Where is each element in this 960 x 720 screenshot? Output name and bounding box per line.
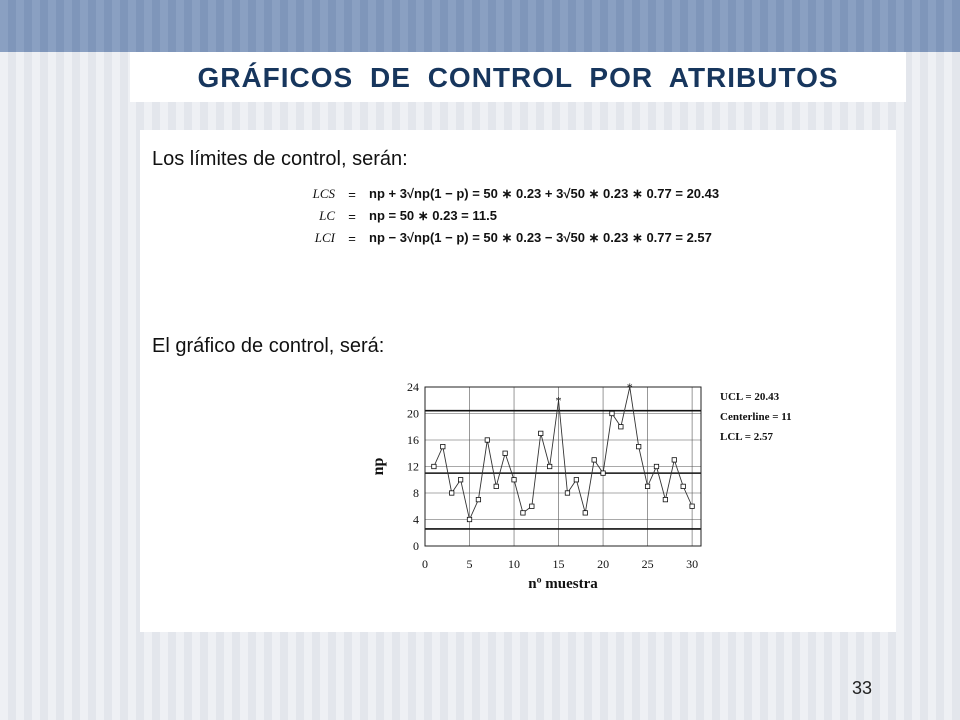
equation-op: = xyxy=(348,186,356,202)
data-point xyxy=(547,464,551,468)
data-point xyxy=(574,478,578,482)
data-point xyxy=(441,444,445,448)
data-point xyxy=(539,431,543,435)
y-tick-label: 8 xyxy=(413,486,419,500)
x-tick-label: 25 xyxy=(641,557,654,571)
data-point xyxy=(663,497,667,501)
x-tick-label: 20 xyxy=(597,557,610,571)
y-tick-label: 16 xyxy=(407,433,419,447)
intro-text: Los límites de control, serán: xyxy=(152,148,408,170)
title-box xyxy=(130,52,906,102)
y-tick-label: 0 xyxy=(413,539,419,553)
out-of-control-point: * xyxy=(626,380,633,394)
equation-op: = xyxy=(348,208,356,224)
legend-entry: LCL = 2.57 xyxy=(720,431,774,443)
data-point xyxy=(690,504,694,508)
content-panel xyxy=(140,130,896,632)
data-point xyxy=(610,411,614,415)
y-axis-label: np xyxy=(370,457,387,476)
equation-rhs: np + 3√np(1 − p) = 50 ∗ 0.23 + 3√50 ∗ 0.23 ∗ 0.77 = 20.43 xyxy=(369,186,720,201)
data-point xyxy=(672,458,676,462)
data-point xyxy=(458,478,462,482)
equation-lhs: LCS xyxy=(312,186,335,201)
y-tick-label: 20 xyxy=(407,406,419,421)
x-tick-label: 15 xyxy=(552,557,565,571)
data-point xyxy=(530,504,534,508)
equation-lhs: LC xyxy=(319,208,335,223)
out-of-control-point: * xyxy=(555,393,562,408)
slide-title: GRÁFICOS DE CONTROL POR ATRIBUTOS xyxy=(197,62,839,93)
equation-lhs: LCI xyxy=(314,230,335,245)
series-line xyxy=(434,387,692,520)
page-number: 33 xyxy=(852,678,873,698)
y-tick-label: 12 xyxy=(407,459,419,474)
x-tick-label: 0 xyxy=(422,557,428,571)
y-tick-label: 4 xyxy=(413,512,419,527)
data-point xyxy=(476,497,480,501)
x-tick-label: 30 xyxy=(686,557,699,571)
x-tick-label: 5 xyxy=(466,557,473,571)
equation-rhs: np − 3√np(1 − p) = 50 ∗ 0.23 − 3√50 ∗ 0.23 ∗ 0.77 = 2.57 xyxy=(369,230,712,245)
data-point xyxy=(494,484,498,488)
legend-entry: UCL = 20.43 xyxy=(720,391,780,403)
data-point xyxy=(681,484,685,488)
equation-rhs: np = 50 ∗ 0.23 = 11.5 xyxy=(369,208,497,223)
chart-intro-text: El gráfico de control, será: xyxy=(152,335,385,357)
x-axis-label: nº muestra xyxy=(528,576,598,592)
data-point xyxy=(619,425,623,429)
data-point xyxy=(565,491,569,495)
x-tick-label: 10 xyxy=(508,557,521,571)
data-point xyxy=(645,484,649,488)
data-point xyxy=(485,438,489,442)
data-point xyxy=(521,511,525,515)
data-point xyxy=(432,464,436,468)
data-point xyxy=(467,517,471,521)
data-point xyxy=(601,471,605,475)
equation-op: = xyxy=(348,230,356,246)
data-point xyxy=(450,491,454,495)
top-banner xyxy=(0,0,960,52)
data-point xyxy=(654,464,658,468)
data-point xyxy=(503,451,507,455)
data-point xyxy=(512,478,516,482)
control-chart xyxy=(140,130,896,632)
legend-entry: Centerline = 11 xyxy=(720,411,792,423)
data-point xyxy=(583,511,587,515)
data-point xyxy=(592,458,596,462)
data-point xyxy=(636,444,640,448)
y-tick-label: 24 xyxy=(407,380,419,394)
